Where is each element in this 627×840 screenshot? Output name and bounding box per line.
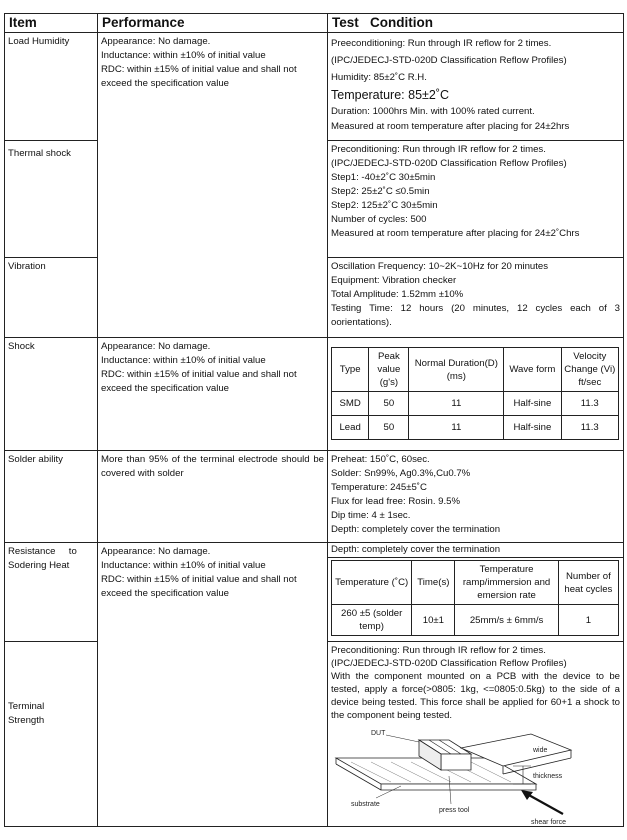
header-row	[5, 14, 624, 33]
cond-line: Duration: 1000hrs Min. with 100% rated current.	[331, 106, 535, 117]
cond-line: Oscillation Frequency: 10~2K~10Hz for 20 minutes	[331, 261, 549, 272]
heat-head-time: Time(s)	[412, 561, 455, 605]
cond-line: Dip time: 4 ± 1sec.	[331, 510, 411, 521]
heat-row	[332, 605, 619, 636]
cond-line: Step1: -40±2˚C 30±5min	[331, 172, 436, 183]
cond-line: (IPC/JEDECJ-STD-020D Classification Reflow Profiles)	[331, 55, 567, 66]
perf-rdc: RDC: within ±15% of initial value and shall not	[101, 369, 297, 380]
label-shear-force: shear force	[531, 819, 567, 826]
row-shock	[5, 338, 624, 451]
item-terminal-line1: Terminal	[8, 701, 45, 712]
cond-line: Equipment: Vibration checker	[331, 275, 457, 286]
performance-group-1	[98, 33, 328, 338]
cond-thermal-shock	[328, 141, 624, 258]
shock-table	[331, 347, 619, 440]
perf-inductance: Inductance: within ±10% of initial value	[101, 50, 266, 61]
perf-spec: exceed the specification value	[101, 588, 229, 599]
perf-appearance: Appearance: No damage.	[101, 36, 211, 47]
cond-line: Step2: 25±2˚C ≤0.5min	[331, 186, 430, 197]
item-load-humidity: Load Humidity	[5, 33, 98, 141]
cond-vibration	[328, 258, 624, 338]
cond-line: Depth: completely cover the termination	[328, 543, 623, 558]
label-thickness: thickness	[533, 773, 563, 780]
reliability-test-table	[4, 13, 624, 827]
cond-line: Solder: Sn99%, Ag0.3%,Cu0.7%	[331, 468, 471, 479]
shock-cell: Half-sine	[504, 416, 561, 440]
cond-line: Total Amplitude: 1.52mm ±10%	[331, 289, 464, 300]
cond-line: (IPC/JEDECJ-STD-020D Classification Reflow Profiles)	[331, 158, 567, 169]
cond-line: Preconditioning: Run through IR reflow for 2 times.	[331, 144, 546, 155]
cond-line: Humidity: 85±2˚C R.H.	[331, 72, 427, 83]
perf-inductance: Inductance: within ±10% of initial value	[101, 355, 266, 366]
shock-head-duration: Normal Duration(D) (ms)	[409, 348, 504, 392]
heat-cell: 10±1	[412, 605, 455, 636]
cond-solder	[328, 451, 624, 543]
cond-line: Number of cycles: 500	[331, 214, 427, 225]
shear-test-figure	[331, 726, 581, 826]
cond-terminal-body: With the component mounted on a PCB with the device to be tested, apply a force(>0805: 1kg, <=0805:0.5kg) to the side of a device being tested. This force shall be applied for 60+1 a shock to the component being tested.	[331, 671, 620, 721]
label-wide: wide	[533, 747, 548, 754]
shock-head-velocity: Velocity Change (Vi) ft/sec	[561, 348, 618, 392]
label-press-tool: press tool	[439, 807, 470, 814]
row-solder-ability	[5, 451, 624, 543]
cond-line: (IPC/JEDECJ-STD-020D Classification Reflow Profiles)	[331, 658, 567, 669]
shock-head-type: Type	[332, 348, 369, 392]
perf-inductance: Inductance: within ±10% of initial value	[101, 560, 266, 571]
cond-testing-time: Testing Time: 12 hours (20 minutes, 12 cycles each of 3 oorientations).	[331, 303, 620, 328]
heat-header-row	[332, 561, 619, 605]
item-shock: Shock	[5, 338, 98, 451]
header-item: Item	[5, 14, 98, 33]
shock-row-lead	[332, 416, 619, 440]
cond-line: Depth: completely cover the termination	[331, 524, 501, 535]
cond-line: Preheat: 150˚C, 60sec.	[331, 454, 430, 465]
label-dut: DUT	[371, 730, 386, 737]
perf-spec: exceed the specification value	[101, 78, 229, 89]
shock-cell: 50	[369, 392, 409, 416]
row-resistance-heat	[5, 543, 624, 642]
perf-rdc: RDC: within ±15% of initial value and shall not	[101, 574, 297, 585]
cond-line: Measured at room temperature after placing for 24±2hrs	[331, 121, 570, 132]
item-terminal-strength	[5, 642, 98, 827]
cond-terminal-strength	[328, 642, 624, 827]
cond-line: Flux for lead free: Rosin. 9.5%	[331, 496, 461, 507]
shock-cell: 11	[409, 392, 504, 416]
substrate-front	[381, 784, 536, 790]
header-performance: Performance	[98, 14, 328, 33]
cond-load-humidity	[328, 33, 624, 141]
cond-line: Temperature: 245±5˚C	[331, 482, 427, 493]
heat-head-ramp: Temperature ramp/immersion and emersion rate	[455, 561, 558, 605]
perf-appearance: Appearance: No damage.	[101, 546, 211, 557]
item-thermal-shock: Thermal shock	[5, 141, 98, 258]
heat-cell: 1	[558, 605, 618, 636]
shock-header-row	[332, 348, 619, 392]
shock-cell: 11.3	[561, 416, 618, 440]
row-load-humidity	[5, 33, 624, 141]
performance-solder: More than 95% of the terminal electrode should be covered with solder	[98, 451, 328, 543]
item-terminal-line2: Strength	[8, 715, 45, 726]
heat-cell: 260 ±5 (solder temp)	[332, 605, 412, 636]
item-resistance-line2: Sodering Heat	[8, 560, 70, 571]
item-resistance-line1: Resistance to	[8, 546, 77, 557]
header-test-condition: Test Condition	[328, 14, 624, 33]
perf-rdc: RDC: within ±15% of initial value and shall not	[101, 64, 297, 75]
shock-row-smd	[332, 392, 619, 416]
cond-line: Step2: 125±2˚C 30±5min	[331, 200, 438, 211]
cond-line: Measured at room temperature after placing for 24±2˚Chrs	[331, 228, 580, 239]
shock-cell: 11	[409, 416, 504, 440]
shock-head-wave: Wave form	[504, 348, 561, 392]
perf-appearance: Appearance: No damage.	[101, 341, 211, 352]
heat-head-cycles: Number of heat cycles	[558, 561, 618, 605]
performance-group-3	[98, 543, 328, 827]
heat-cell: 25mm/s ± 6mm/s	[455, 605, 558, 636]
heat-table	[331, 560, 619, 636]
cond-resistance-heat	[328, 543, 624, 642]
performance-shock	[98, 338, 328, 451]
cond-shock	[328, 338, 624, 451]
shock-cell: 50	[369, 416, 409, 440]
perf-spec: exceed the specification value	[101, 383, 229, 394]
shock-cell: SMD	[332, 392, 369, 416]
dut-front	[441, 754, 471, 770]
label-substrate: substrate	[351, 801, 380, 808]
cond-line: Preconditioning: Run through IR reflow for 2 times.	[331, 645, 546, 656]
cond-line: Preeconditioning: Run through IR reflow for 2 times.	[331, 38, 552, 49]
shock-cell: Half-sine	[504, 392, 561, 416]
item-solder-ability: Solder ability	[5, 451, 98, 543]
shear-force-arrow	[527, 794, 563, 814]
cond-line: Temperature: 85±2˚C	[331, 88, 450, 102]
shock-cell: 11.3	[561, 392, 618, 416]
heat-head-temperature: Temperature (˚C)	[332, 561, 412, 605]
item-vibration: Vibration	[5, 258, 98, 338]
item-resistance-heat	[5, 543, 98, 642]
shock-head-peak: Peak value (g's)	[369, 348, 409, 392]
shock-cell: Lead	[332, 416, 369, 440]
